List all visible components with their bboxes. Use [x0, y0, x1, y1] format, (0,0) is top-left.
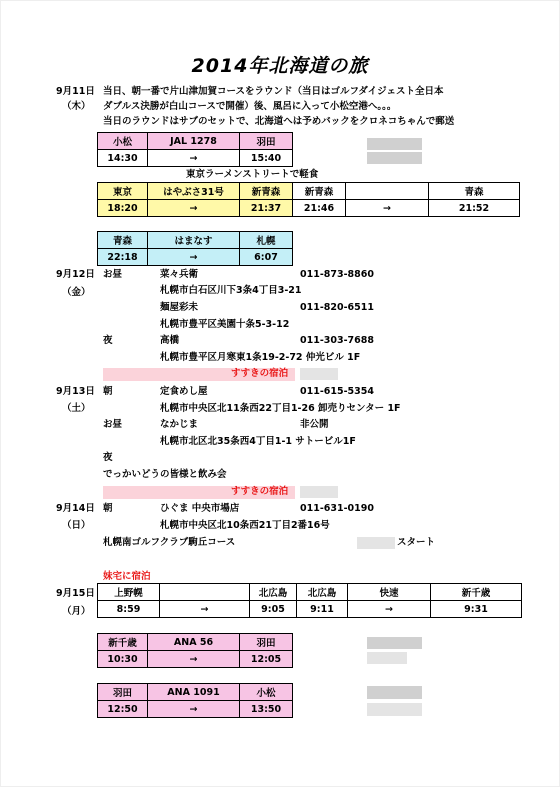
train-name: はやぶさ31号: [148, 183, 240, 200]
departure-airport: 羽田: [98, 684, 148, 701]
flight-number: ANA 56: [148, 634, 240, 651]
arrow: →: [148, 150, 240, 167]
description-line: 当日のラウンドはサブのセットで、北海道へは予めバックをクロネコちゃんで郵送: [103, 116, 455, 127]
arrival-time: 13:50: [240, 701, 293, 718]
station: 新青森: [293, 183, 346, 200]
address: 札幌市豊平区美園十条5-3-12: [160, 319, 290, 330]
phone-number: 011-303-7688: [300, 335, 374, 346]
station: 新千歳: [431, 584, 522, 601]
arrival-time: 9:31: [431, 601, 522, 618]
start-label: スタート: [397, 537, 436, 548]
restaurant-name: 定食めし屋: [160, 386, 208, 397]
date-label: 9月14日: [56, 503, 95, 514]
train-name: [346, 183, 429, 200]
meal-label: 朝: [103, 503, 113, 514]
description-line: ダブルス決勝が白山コースで開催）後、風呂に入って小松空港へ。。。: [103, 101, 397, 112]
arrow: →: [148, 200, 240, 217]
flight-table: [97, 633, 293, 668]
meal-label: 朝: [103, 386, 113, 397]
flight-table: [97, 132, 293, 167]
date-label: 9月12日: [56, 269, 95, 280]
phone-number: 非公開: [300, 419, 329, 430]
redacted-area: [300, 486, 338, 498]
redacted-area: [367, 637, 422, 649]
weekday-label: （木）: [62, 101, 91, 112]
arrival-airport: 小松: [240, 684, 293, 701]
phone-number: 011-873-8860: [300, 269, 374, 280]
departure-time: 12:50: [98, 701, 148, 718]
redacted-area: [300, 368, 338, 380]
station: 北広島: [250, 584, 297, 601]
address: 札幌市中央区北10条西21丁目2番16号: [160, 520, 330, 531]
arrival-time: 21:52: [429, 200, 520, 217]
arrow: →: [148, 701, 240, 718]
weekday-label: （日）: [62, 520, 91, 531]
stay-label: 妹宅に宿泊: [103, 571, 151, 582]
train-name: [160, 584, 250, 601]
station: 上野幌: [98, 584, 160, 601]
restaurant-name: ひぐま 中央市場店: [160, 503, 240, 514]
arrival-time: 21:37: [240, 200, 293, 217]
departure-time: 22:18: [98, 249, 148, 266]
redacted-area: [367, 152, 422, 164]
train-name: はまなす: [148, 232, 240, 249]
station: 新青森: [240, 183, 293, 200]
meal-label: お昼: [103, 269, 123, 280]
stay-label: すすきの宿泊: [231, 486, 289, 497]
flight-number: JAL 1278: [148, 133, 240, 150]
arrival-time: 15:40: [240, 150, 293, 167]
phone-number: 011-615-5354: [300, 386, 374, 397]
restaurant-name: なかじま: [160, 419, 199, 430]
restaurant-name: 高橋: [160, 335, 180, 346]
departure-time: 14:30: [98, 150, 148, 167]
station: 青森: [429, 183, 520, 200]
redacted-area: [367, 686, 422, 699]
departure-time: 21:46: [293, 200, 346, 217]
train-name: 快速: [348, 584, 431, 601]
redacted-area: [367, 652, 407, 664]
meal-label: 夜: [103, 452, 113, 463]
flight-number: ANA 1091: [148, 684, 240, 701]
station: 青森: [98, 232, 148, 249]
arrow: →: [348, 601, 431, 618]
arrival-time: 12:05: [240, 651, 293, 668]
arrival-time: 9:05: [250, 601, 297, 618]
station: 北広島: [297, 584, 348, 601]
date-label: 9月15日: [56, 588, 95, 599]
train-table: [97, 182, 520, 217]
departure-time: 10:30: [98, 651, 148, 668]
redacted-area: [367, 703, 422, 716]
departure-time: 9:11: [297, 601, 348, 618]
stay-label: すすきの宿泊: [231, 368, 289, 379]
weekday-label: （金）: [62, 287, 91, 298]
phone-number: 011-631-0190: [300, 503, 374, 514]
departure-time: 8:59: [98, 601, 160, 618]
note-text: 東京ラーメンストリートで軽食: [186, 169, 319, 180]
station: 東京: [98, 183, 148, 200]
redacted-area: [357, 537, 395, 549]
weekday-label: （土）: [62, 403, 91, 414]
departure-time: 18:20: [98, 200, 148, 217]
phone-number: 011-820-6511: [300, 302, 374, 313]
page-title: 2014年北海道の旅: [191, 55, 369, 77]
restaurant-name: 菜々兵衛: [160, 269, 199, 280]
golf-course: 札幌南ゴルフクラブ駒丘コース: [103, 537, 236, 548]
meal-label: 夜: [103, 335, 113, 346]
arrival-airport: 羽田: [240, 634, 293, 651]
date-label: 9月11日: [56, 86, 95, 97]
arrow: →: [346, 200, 429, 217]
arrow: →: [160, 601, 250, 618]
address: 札幌市白石区川下3条4丁目3-21: [160, 285, 302, 296]
address: 札幌市北区北35条西4丁目1-1 サトービル1F: [160, 436, 356, 447]
arrival-airport: 羽田: [240, 133, 293, 150]
arrow: →: [148, 651, 240, 668]
arrival-time: 6:07: [240, 249, 293, 266]
address: 札幌市中央区北11条西22丁目1-26 卸売りセンター 1F: [160, 403, 401, 414]
flight-table: [97, 683, 293, 718]
redacted-area: [367, 138, 422, 150]
departure-airport: 新千歳: [98, 634, 148, 651]
station: 札幌: [240, 232, 293, 249]
meal-label: お昼: [103, 419, 123, 430]
description-line: 当日、朝一番で片山津加賀コースをラウンド（当日はゴルフダイジェスト全日本: [103, 86, 444, 97]
departure-airport: 小松: [98, 133, 148, 150]
train-table: [97, 583, 522, 618]
weekday-label: （月）: [62, 606, 91, 617]
train-table: [97, 231, 293, 266]
event-text: でっかいどうの皆様と飲み会: [103, 469, 227, 480]
address: 札幌市豊平区月寒東1条19-2-72 仲光ビル 1F: [160, 352, 361, 363]
restaurant-name: 麺屋彩未: [160, 302, 199, 313]
arrow: →: [148, 249, 240, 266]
date-label: 9月13日: [56, 386, 95, 397]
